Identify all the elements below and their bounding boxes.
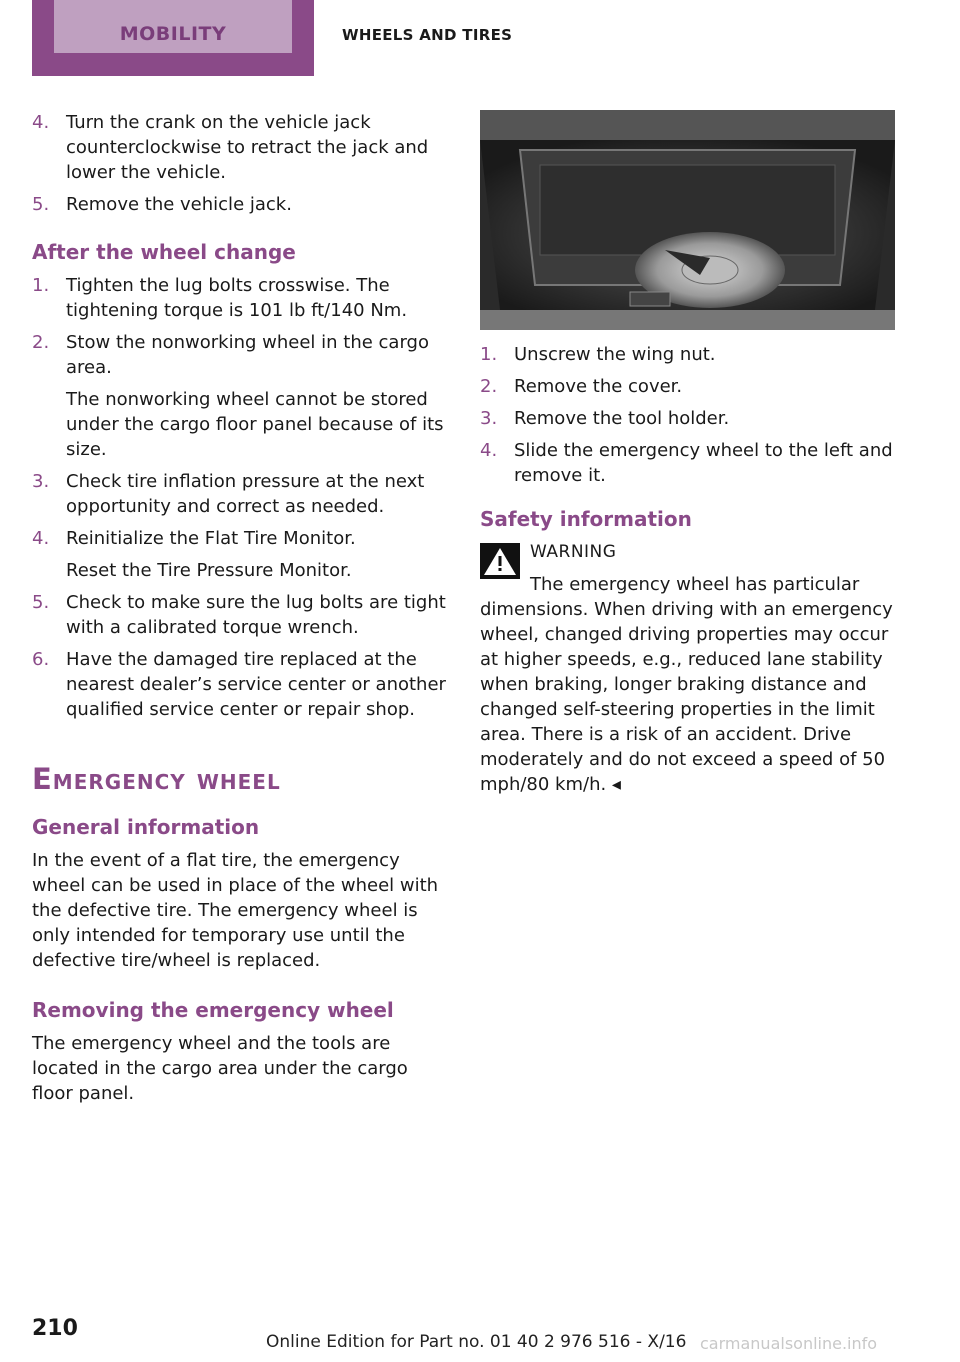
list-note: The nonworking wheel cannot be stored under the cargo floor panel because of its size. — [66, 389, 444, 460]
after-change-list — [32, 273, 446, 722]
list-text: Slide the emergency wheel to the left and remove it. — [514, 440, 893, 486]
list-number: 4. — [480, 440, 498, 461]
list-text: Remove the cover. — [514, 376, 683, 397]
page-number: 210 — [32, 1316, 78, 1341]
edition-footer: Online Edition for Part no. 01 40 2 976 516 - X/16 — [266, 1332, 687, 1352]
list-number: 5. — [32, 194, 50, 215]
list-item — [480, 342, 894, 367]
warning-title: WARNING — [530, 542, 617, 562]
list-item — [32, 192, 446, 217]
list-number: 5. — [32, 592, 50, 613]
list-number: 2. — [480, 376, 498, 397]
list-item — [32, 273, 446, 323]
list-number: 3. — [480, 408, 498, 429]
list-item — [480, 406, 894, 431]
removing-heading: Removing the emergency wheel — [32, 998, 394, 1022]
list-item — [32, 647, 446, 722]
emergency-wheel-heading: Emergency wheel — [32, 762, 281, 796]
list-item — [32, 469, 446, 519]
list-text: Reinitialize the Flat Tire Monitor. — [66, 528, 356, 549]
general-info-heading: General information — [32, 815, 260, 839]
list-item — [480, 438, 894, 488]
left-column — [32, 110, 446, 1106]
removing-text: The emergency wheel and the tools are located in the cargo area under the cargo floor panel. — [32, 1033, 408, 1104]
chapter-tab-label: MOBILITY — [119, 22, 227, 45]
section-title: WHEELS AND TIRES — [342, 26, 513, 44]
warning-block — [480, 540, 894, 797]
list-item — [32, 590, 446, 640]
list-note: Reset the Tire Pressure Monitor. — [66, 560, 352, 581]
safety-heading: Safety information — [480, 507, 692, 531]
list-number: 1. — [32, 275, 50, 296]
list-text: Stow the nonworking wheel in the cargo area. — [66, 332, 429, 378]
chapter-tab[interactable] — [32, 0, 314, 76]
list-text: Remove the vehicle jack. — [66, 194, 292, 215]
list-text: Remove the tool holder. — [514, 408, 730, 429]
removal-steps-list — [480, 342, 894, 488]
list-text: Have the damaged tire replaced at the nearest dealer’s service center or another qualified service center or repair shop. — [66, 649, 446, 720]
list-text: Check tire inflation pressure at the next opportunity and correct as needed. — [66, 471, 425, 517]
list-item — [32, 330, 446, 462]
list-item — [32, 526, 446, 583]
list-text: Check to make sure the lug bolts are tight with a calibrated torque wrench. — [66, 592, 446, 638]
list-item — [480, 374, 894, 399]
cargo-area-photo — [480, 110, 895, 330]
list-text: Turn the crank on the vehicle jack counterclockwise to retract the jack and lower the vehicle. — [66, 112, 429, 183]
list-number: 1. — [480, 344, 498, 365]
chapter-tab-inner — [54, 0, 292, 53]
warning-triangle-icon — [480, 543, 520, 579]
watermark: carmanualsonline.info — [700, 1334, 878, 1353]
list-text: Tighten the lug bolts crosswise. The tightening torque is 101 lb ft/140 Nm. — [66, 275, 408, 321]
after-change-heading: After the wheel change — [32, 240, 296, 264]
warning-text: The emergency wheel has particular dimensions. When driving with an emergency wheel, changed driving properties may occur at higher speeds, e.g., reduced lane stability when braking, longer braking distance and changed self-steering properties in the limit area. There is a risk of an accident. Drive moderately and do not exceed a speed of 50 mph/80 km/h. ◂ — [480, 574, 893, 795]
list-number: 3. — [32, 471, 50, 492]
list-item — [32, 110, 446, 185]
list-number: 6. — [32, 649, 50, 670]
right-column — [480, 110, 894, 797]
list-number: 4. — [32, 528, 50, 549]
jack-steps-list — [32, 110, 446, 217]
general-info-text: In the event of a flat tire, the emergency wheel can be used in place of the wheel with the defective tire. The emergency wheel is only intended for temporary use until the defective tire/wheel is replaced. — [32, 850, 439, 971]
list-number: 4. — [32, 112, 50, 133]
list-number: 2. — [32, 332, 50, 353]
list-text: Unscrew the wing nut. — [514, 344, 716, 365]
